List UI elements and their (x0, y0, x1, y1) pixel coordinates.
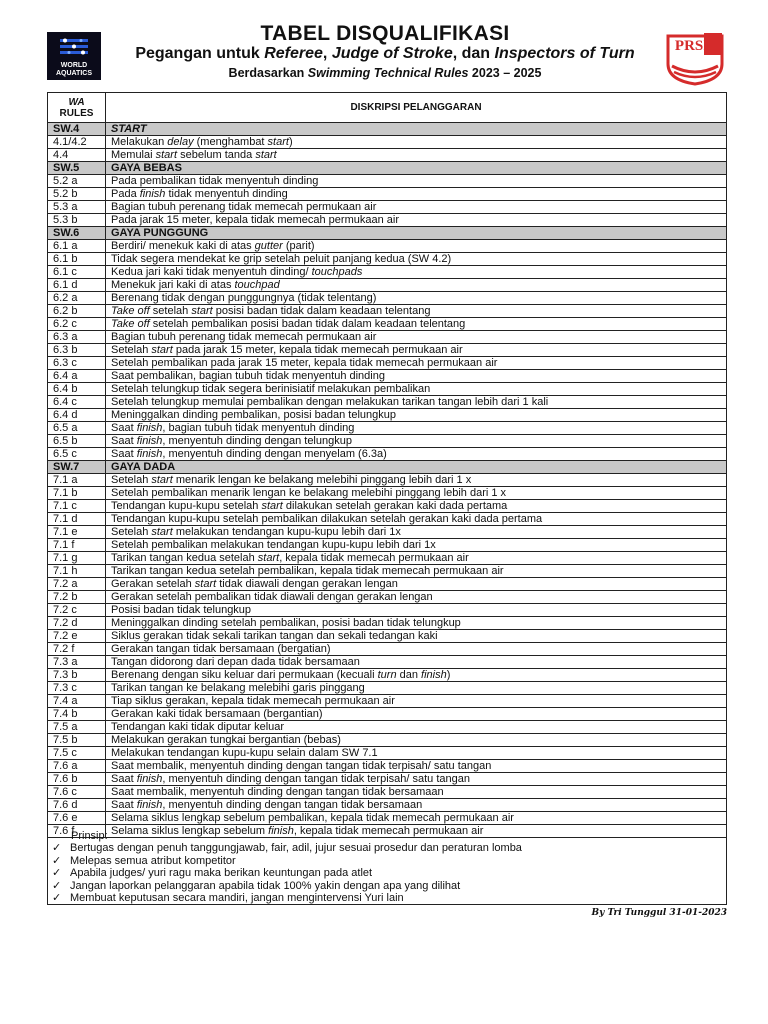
table-row (48, 734, 727, 747)
rule-description: Meninggalkan dinding setelah pembalikan, posisi badan tidak telungkup (106, 617, 727, 630)
rule-code: 6.2 a (48, 292, 106, 305)
table-body (48, 123, 727, 838)
principle-item (48, 880, 726, 892)
rule-description: Setelah pembalikan pada jarak 15 meter, kepala tidak memecah permukaan air (106, 357, 727, 370)
table-row (48, 552, 727, 565)
rule-description: Setelah pembalikan melakukan tendangan kupu-kupu lebih dari 1x (106, 539, 727, 552)
page-title: TABEL DISQUALIFIKASI (260, 22, 510, 45)
rule-code: 7.6 f (48, 825, 106, 838)
check-icon: ✓ (52, 867, 62, 880)
rule-code: 7.1 d (48, 513, 106, 526)
rule-description: Tarikan tangan kedua setelah pembalikan, kepala tidak memecah permukaan air (106, 565, 727, 578)
rule-code: 5.3 a (48, 201, 106, 214)
table-row (48, 305, 727, 318)
rule-code: 7.5 b (48, 734, 106, 747)
rule-description: Menekuk jari kaki di atas touchpad (106, 279, 727, 292)
table-row (48, 513, 727, 526)
check-icon: ✓ (52, 854, 62, 867)
principle-item (48, 855, 726, 867)
source-line: Berdasarkan Swimming Technical Rules 2023 – 2025 (228, 66, 542, 80)
table-row (48, 136, 727, 149)
rule-code: 6.3 c (48, 357, 106, 370)
rule-code: 4.1/4.2 (48, 136, 106, 149)
table-row (48, 539, 727, 552)
rule-code: 6.5 c (48, 448, 106, 461)
table-row (48, 656, 727, 669)
rule-description: Melakukan tendangan kupu-kupu selain dalam SW 7.1 (106, 747, 727, 760)
table-row (48, 760, 727, 773)
section-row (48, 162, 727, 175)
rule-code: 7.2 f (48, 643, 106, 656)
rule-code: 7.1 f (48, 539, 106, 552)
table-row (48, 773, 727, 786)
table-row (48, 292, 727, 305)
table-row (48, 266, 727, 279)
rule-code: 7.5 c (48, 747, 106, 760)
document-header (0, 0, 768, 90)
table-row (48, 448, 727, 461)
rule-code: 7.1 e (48, 526, 106, 539)
rule-description: Berenang tidak dengan punggungnya (tidak telentang) (106, 292, 727, 305)
principle-text: Melepas semua atribut kompetitor (70, 854, 236, 867)
rule-description: Tendangan kupu-kupu setelah start dilakukan setelah gerakan kaki dada pertama (106, 500, 727, 513)
rule-code: SW.4 (48, 123, 106, 136)
rule-description: Tendangan kaki tidak diputar keluar (106, 721, 727, 734)
world-aquatics-logo (47, 32, 101, 80)
table-row (48, 149, 727, 162)
rule-description: START (106, 123, 727, 136)
rule-description: Memulai start sebelum tanda start (106, 149, 727, 162)
rule-description: Tarikan tangan ke belakang melebihi garis pinggang (106, 682, 727, 695)
table-row (48, 409, 727, 422)
rule-description: Gerakan tangan tidak bersamaan (bergatian) (106, 643, 727, 656)
rule-description: Gerakan setelah start tidak diawali dengan gerakan lengan (106, 578, 727, 591)
table-row (48, 721, 727, 734)
rule-description: Saat finish, menyentuh dinding dengan telungkup (106, 435, 727, 448)
rule-code: 6.3 b (48, 344, 106, 357)
rule-description: Setelah pembalikan menarik lengan ke belakang melebihi pinggang lebih dari 1 x (106, 487, 727, 500)
table-row (48, 344, 727, 357)
table-row (48, 578, 727, 591)
table-row (48, 604, 727, 617)
check-icon: ✓ (52, 892, 62, 905)
rule-description: Gerakan kaki tidak bersamaan (bergantian) (106, 708, 727, 721)
rule-description: Setelah telungkup memulai pembalikan dengan melakukan tarikan tangan lebih dari 1 kali (106, 396, 727, 409)
rule-description: Setelah telungkup tidak segera berinisiatif melakukan pembalikan (106, 383, 727, 396)
rule-code: 7.6 e (48, 812, 106, 825)
principle-text: Apabila judges/ yuri ragu maka berikan keuntungan pada atlet (70, 867, 373, 880)
table-row (48, 422, 727, 435)
rule-code: 7.3 b (48, 669, 106, 682)
rule-code: SW.5 (48, 162, 106, 175)
rule-description: GAYA DADA (106, 461, 727, 474)
rule-description: Kedua jari kaki tidak menyentuh dinding/ touchpads (106, 266, 727, 279)
prsi-logo (664, 30, 726, 86)
rule-code: 7.2 c (48, 604, 106, 617)
section-row (48, 123, 727, 136)
principle-text: Jangan laporkan pelanggaran apabila tidak 100% yakin dengan apa yang dilihat (70, 879, 461, 892)
prsi-logo-text: PRSI (674, 38, 710, 54)
rule-description: Selama siklus lengkap sebelum pembalikan, kepala tidak memecah permukaan air (106, 812, 727, 825)
check-icon: ✓ (52, 842, 62, 855)
header-rules: WA RULES (48, 93, 106, 123)
rule-code: 7.3 a (48, 656, 106, 669)
rule-code: 5.2 b (48, 188, 106, 201)
rule-code: 7.2 d (48, 617, 106, 630)
rule-description: Saat finish, menyentuh dinding dengan tangan tidak terpisah/ satu tangan (106, 773, 727, 786)
rule-code: 7.4 b (48, 708, 106, 721)
rule-description: GAYA BEBAS (106, 162, 727, 175)
rule-description: Setelah start menarik lengan ke belakang melebihi pinggang lebih dari 1 x (106, 474, 727, 487)
principle-item (48, 892, 726, 904)
rule-code: 7.1 g (48, 552, 106, 565)
rule-description: Take off setelah pembalikan posisi badan tidak dalam keadaan telentang (106, 318, 727, 331)
principles-box (47, 830, 727, 905)
wa-logo-line1: WORLD (60, 62, 88, 69)
table-row (48, 383, 727, 396)
rule-description: Tidak segera mendekat ke grip setelah peluit panjang kedua (SW 4.2) (106, 253, 727, 266)
rule-description: Posisi badan tidak telungkup (106, 604, 727, 617)
disqualification-table (47, 92, 727, 838)
table-row (48, 396, 727, 409)
rule-description: Melakukan gerakan tungkai bergantian (bebas) (106, 734, 727, 747)
rule-code: 7.2 b (48, 591, 106, 604)
rule-description: Meninggalkan dinding pembalikan, posisi badan telungkup (106, 409, 727, 422)
table-row (48, 747, 727, 760)
rule-code: 7.1 c (48, 500, 106, 513)
table-row (48, 708, 727, 721)
section-row (48, 227, 727, 240)
rule-description: Tendangan kupu-kupu setelah pembalikan dilakukan setelah gerakan kaki dada pertama (106, 513, 727, 526)
rule-code: 6.1 a (48, 240, 106, 253)
table-row (48, 175, 727, 188)
rule-code: 7.1 h (48, 565, 106, 578)
table-row (48, 279, 727, 292)
table-row (48, 201, 727, 214)
table-row (48, 240, 727, 253)
rule-description: Saat pembalikan, bagian tubuh tidak menyentuh dinding (106, 370, 727, 383)
rule-description: Setelah start melakukan tendangan kupu-kupu lebih dari 1x (106, 526, 727, 539)
principle-item (48, 867, 726, 879)
rule-description: Saat finish, bagian tubuh tidak menyentuh dinding (106, 422, 727, 435)
table-row (48, 474, 727, 487)
rule-description: Saat membalik, menyentuh dinding dengan tangan tidak terpisah/ satu tangan (106, 760, 727, 773)
rule-code: 6.2 b (48, 305, 106, 318)
table-row (48, 500, 727, 513)
rule-code: 7.3 c (48, 682, 106, 695)
rule-description: Pada pembalikan tidak menyentuh dinding (106, 175, 727, 188)
rule-code: 7.6 b (48, 773, 106, 786)
rule-code: SW.6 (48, 227, 106, 240)
rule-code: 5.2 a (48, 175, 106, 188)
check-icon: ✓ (52, 879, 62, 892)
rule-code: 6.2 c (48, 318, 106, 331)
table-row (48, 799, 727, 812)
rule-code: 6.3 a (48, 331, 106, 344)
table-row (48, 188, 727, 201)
wa-logo-line2: AQUATICS (55, 70, 93, 77)
rule-code: 6.4 a (48, 370, 106, 383)
rule-description: Berdiri/ menekuk kaki di atas gutter (parit) (106, 240, 727, 253)
principle-item (48, 842, 726, 854)
header-description: DISKRIPSI PELANGGARAN (106, 93, 727, 123)
rule-code: 7.6 c (48, 786, 106, 799)
section-row (48, 461, 727, 474)
table-row (48, 435, 727, 448)
rule-description: Setelah start pada jarak 15 meter, kepala tidak memecah permukaan air (106, 344, 727, 357)
rule-description: Siklus gerakan tidak sekali tarikan tangan dan sekali tedangan kaki (106, 630, 727, 643)
table-row (48, 643, 727, 656)
rule-description: Bagian tubuh perenang tidak memecah permukaan air (106, 331, 727, 344)
table-row (48, 253, 727, 266)
rule-code: 7.2 e (48, 630, 106, 643)
page-subtitle: Pegangan untuk Referee, Judge of Stroke, dan Inspectors of Turn (135, 45, 635, 62)
rule-description: Berenang dengan siku keluar dari permukaan (kecuali turn dan finish) (106, 669, 727, 682)
table-row (48, 630, 727, 643)
table-row (48, 331, 727, 344)
rule-code: 7.5 a (48, 721, 106, 734)
rule-description: Saat membalik, menyentuh dinding dengan tangan tidak bersamaan (106, 786, 727, 799)
rule-code: SW.7 (48, 461, 106, 474)
rule-code: 7.1 a (48, 474, 106, 487)
principles-list (48, 842, 726, 904)
rule-code: 7.6 d (48, 799, 106, 812)
table-row (48, 682, 727, 695)
rule-code: 6.1 c (48, 266, 106, 279)
rule-code: 6.1 d (48, 279, 106, 292)
world-aquatics-mark-icon (57, 36, 91, 60)
rule-description: Pada finish tidak menyentuh dinding (106, 188, 727, 201)
rule-description: Bagian tubuh perenang tidak memecah permukaan air (106, 201, 727, 214)
rule-code: 6.1 b (48, 253, 106, 266)
rule-code: 7.6 a (48, 760, 106, 773)
principle-text: Membuat keputusan secara mandiri, jangan mengintervensi Yuri lain (70, 892, 404, 905)
rule-code: 7.1 b (48, 487, 106, 500)
rule-code: 6.4 b (48, 383, 106, 396)
table-row (48, 526, 727, 539)
table-row (48, 812, 727, 825)
rule-description: Gerakan setelah pembalikan tidak diawali dengan gerakan lengan (106, 591, 727, 604)
rule-description: Saat finish, menyentuh dinding dengan tangan tidak bersamaan (106, 799, 727, 812)
rule-code: 6.5 b (48, 435, 106, 448)
author-byline: By Tri Tunggul 31-01-2023 (591, 908, 727, 918)
rule-code: 4.4 (48, 149, 106, 162)
table-row (48, 617, 727, 630)
table-row (48, 695, 727, 708)
table-row (48, 214, 727, 227)
rule-code: 6.4 d (48, 409, 106, 422)
rule-description: Saat finish, menyentuh dinding dengan menyelam (6.3a) (106, 448, 727, 461)
rule-description: Tarikan tangan kedua setelah start, kepala tidak memecah permukaan air (106, 552, 727, 565)
table-row (48, 591, 727, 604)
rule-description: GAYA PUNGGUNG (106, 227, 727, 240)
principles-heading: Prinsip: (71, 830, 108, 842)
rule-description: Selama siklus lengkap sebelum finish, kepala tidak memecah permukaan air (106, 825, 727, 838)
principle-text: Bertugas dengan penuh tanggungjawab, fair, adil, jujur sesuai prosedur dan peraturan lomba (70, 842, 522, 855)
rule-description: Melakukan delay (menghambat start) (106, 136, 727, 149)
table-row (48, 487, 727, 500)
table-row (48, 357, 727, 370)
rule-code: 6.4 c (48, 396, 106, 409)
rule-code: 7.4 a (48, 695, 106, 708)
rule-description: Take off setelah start posisi badan tidak dalam keadaan telentang (106, 305, 727, 318)
rule-code: 5.3 b (48, 214, 106, 227)
rule-code: 6.5 a (48, 422, 106, 435)
table-row (48, 669, 727, 682)
table-row (48, 565, 727, 578)
table-row (48, 786, 727, 799)
table-row (48, 370, 727, 383)
rule-description: Tiap siklus gerakan, kepala tidak memecah permukaan air (106, 695, 727, 708)
table-row (48, 318, 727, 331)
rule-code: 7.2 a (48, 578, 106, 591)
rule-description: Pada jarak 15 meter, kepala tidak memecah permukaan air (106, 214, 727, 227)
rule-description: Tangan didorong dari depan dada tidak bersamaan (106, 656, 727, 669)
